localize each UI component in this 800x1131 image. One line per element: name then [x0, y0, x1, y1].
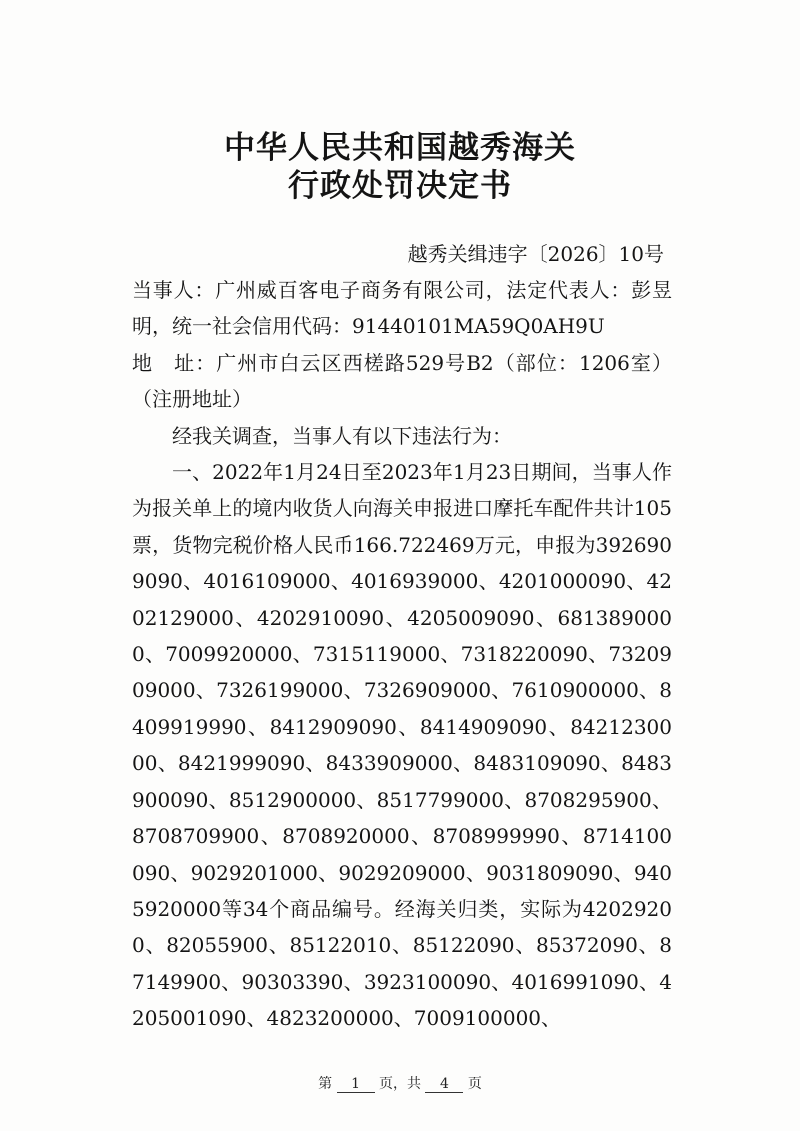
footer-page-current: 1 — [337, 1076, 375, 1093]
footer-page-total: 4 — [425, 1076, 463, 1093]
party-info: 当事人：广州威百客电子商务有限公司，法定代表人：彭昱明，统一社会信用代码：91440101MA59Q0AH9U — [132, 278, 672, 339]
violation-paragraph: 一、2022年1月24日至2023年1月23日期间，当事人作为报关单上的境内收货人向海关申报进口摩托车配件共计105票，货物完税价格人民币166.722469万元，申报为3926909090、4016109000、4016939000、4201000090、4202129000、4202910090、4205009090、6813890000、7009920000、7315119000、7318220090、7320909000、7326199000、7326909000、7610900000、8409919990、8412909090、8414909090、8421230000、8421999090、8433909000、8483109090、8483900090、8512900000、8517799000、8708295900、8708709900、8708920000、8708999990、8714100090、9029201000、9029209000、9031809090、9405920000等34个商品编号。经海关归类，实际为42029200、82055900、85122010、85122090、85372090、87149900、90303390、3923100090、4016991090、4205001090、4823200000、7009100000、 — [132, 460, 672, 1031]
document-body — [132, 272, 672, 1037]
investigation-intro: 经我关调查，当事人有以下违法行为： — [172, 423, 512, 448]
footer-prefix: 第 — [318, 1076, 333, 1092]
footer-mid: 页，共 — [379, 1076, 421, 1092]
footer-suffix: 页 — [467, 1076, 482, 1092]
address-label: 地 址： — [132, 350, 217, 375]
document-title-line1: 中华人民共和国越秀海关 — [224, 130, 576, 166]
document-number: 越秀关缉违字〔2026〕10号 — [407, 242, 664, 266]
address-value: 广州市白云区西槎路529号B2（部位：1206室）（注册地址） — [132, 350, 673, 412]
address-paragraph — [132, 345, 672, 418]
document-title-line2: 行政处罚决定书 — [288, 168, 512, 204]
page-footer — [0, 1074, 800, 1094]
